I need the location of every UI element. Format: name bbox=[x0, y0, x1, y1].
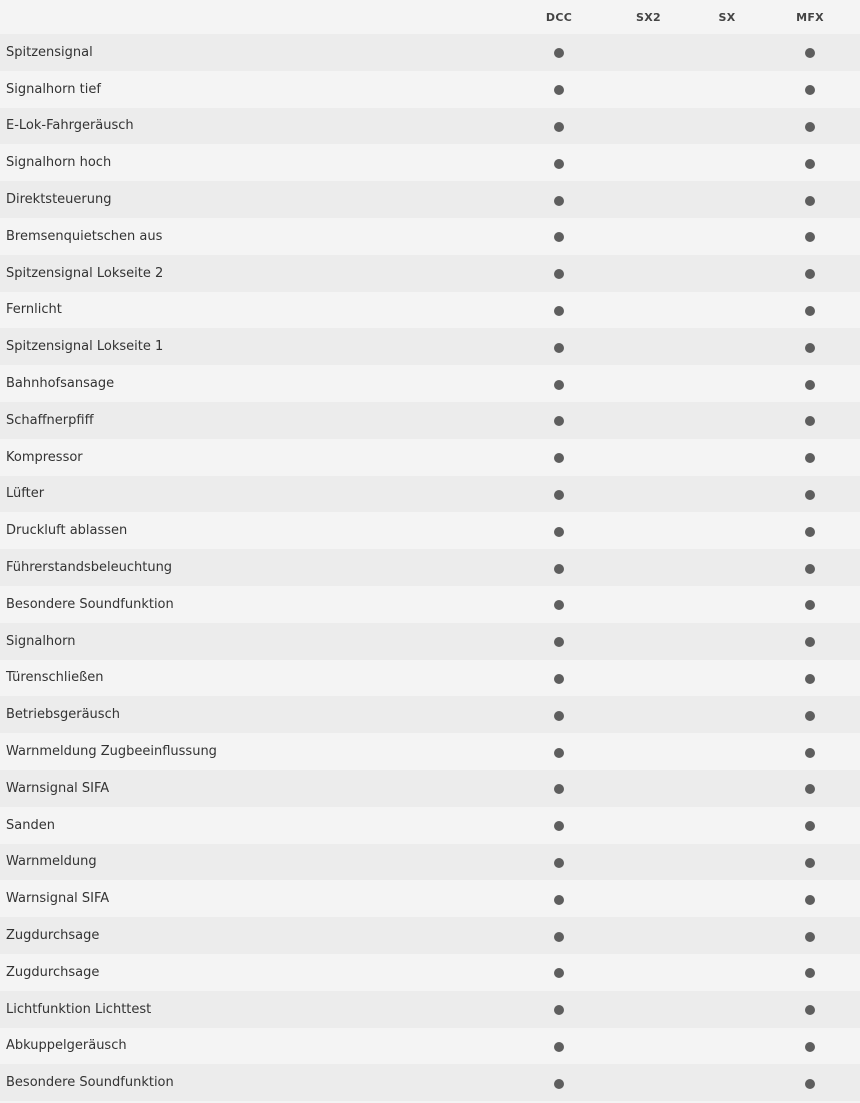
function-label: Abkuppelgeräusch bbox=[0, 1028, 515, 1065]
table-row bbox=[0, 733, 860, 770]
support-cell-mfx bbox=[760, 108, 860, 145]
support-dot-icon bbox=[554, 674, 564, 684]
support-dot-icon bbox=[554, 968, 564, 978]
support-dot-icon bbox=[554, 637, 564, 647]
support-dot-icon bbox=[554, 748, 564, 758]
support-cell-dcc bbox=[515, 844, 603, 881]
support-cell-mfx bbox=[760, 954, 860, 991]
support-cell-sx bbox=[694, 328, 760, 365]
support-cell-sx bbox=[694, 696, 760, 733]
support-cell-sx2 bbox=[603, 255, 694, 292]
support-cell-sx bbox=[694, 770, 760, 807]
support-cell-sx2 bbox=[603, 696, 694, 733]
support-cell-mfx bbox=[760, 844, 860, 881]
support-dot-icon bbox=[805, 159, 815, 169]
table-row bbox=[0, 844, 860, 881]
support-cell-sx2 bbox=[603, 218, 694, 255]
support-cell-sx bbox=[694, 108, 760, 145]
support-cell-sx bbox=[694, 586, 760, 623]
support-cell-sx2 bbox=[603, 917, 694, 954]
support-cell-mfx bbox=[760, 218, 860, 255]
function-label: Kompressor bbox=[0, 439, 515, 476]
support-dot-icon bbox=[554, 48, 564, 58]
support-dot-icon bbox=[805, 600, 815, 610]
support-cell-mfx bbox=[760, 402, 860, 439]
support-dot-icon bbox=[554, 232, 564, 242]
support-dot-icon bbox=[805, 380, 815, 390]
support-dot-icon bbox=[805, 306, 815, 316]
function-label: Spitzensignal Lokseite 1 bbox=[0, 328, 515, 365]
function-label: Warnmeldung bbox=[0, 844, 515, 881]
support-cell-dcc bbox=[515, 1064, 603, 1101]
table-row bbox=[0, 218, 860, 255]
support-dot-icon bbox=[554, 159, 564, 169]
support-dot-icon bbox=[805, 637, 815, 647]
table-row bbox=[0, 181, 860, 218]
support-cell-dcc bbox=[515, 623, 603, 660]
support-cell-mfx bbox=[760, 1064, 860, 1101]
support-cell-mfx bbox=[760, 770, 860, 807]
support-cell-sx bbox=[694, 365, 760, 402]
function-label: Führerstandsbeleuchtung bbox=[0, 549, 515, 586]
support-dot-icon bbox=[805, 821, 815, 831]
support-dot-icon bbox=[805, 527, 815, 537]
support-cell-sx2 bbox=[603, 954, 694, 991]
support-cell-sx2 bbox=[603, 402, 694, 439]
support-cell-dcc bbox=[515, 402, 603, 439]
support-cell-sx2 bbox=[603, 770, 694, 807]
support-dot-icon bbox=[805, 932, 815, 942]
support-dot-icon bbox=[554, 85, 564, 95]
support-dot-icon bbox=[554, 380, 564, 390]
support-cell-dcc bbox=[515, 71, 603, 108]
support-cell-sx bbox=[694, 439, 760, 476]
support-dot-icon bbox=[805, 564, 815, 574]
support-cell-sx2 bbox=[603, 108, 694, 145]
header-sx2: SX2 bbox=[636, 10, 661, 24]
support-cell-mfx bbox=[760, 181, 860, 218]
support-dot-icon bbox=[554, 784, 564, 794]
support-cell-sx bbox=[694, 623, 760, 660]
support-cell-sx2 bbox=[603, 71, 694, 108]
support-cell-dcc bbox=[515, 255, 603, 292]
table-row bbox=[0, 512, 860, 549]
table-row bbox=[0, 402, 860, 439]
support-cell-dcc bbox=[515, 807, 603, 844]
support-cell-mfx bbox=[760, 439, 860, 476]
support-cell-sx bbox=[694, 71, 760, 108]
function-label: Schaffnerpfiff bbox=[0, 402, 515, 439]
support-cell-sx bbox=[694, 660, 760, 697]
support-cell-sx bbox=[694, 733, 760, 770]
function-label: Lüfter bbox=[0, 476, 515, 513]
table-row bbox=[0, 255, 860, 292]
support-cell-sx2 bbox=[603, 991, 694, 1028]
support-cell-mfx bbox=[760, 476, 860, 513]
support-dot-icon bbox=[554, 932, 564, 942]
support-cell-sx2 bbox=[603, 181, 694, 218]
support-cell-sx bbox=[694, 512, 760, 549]
support-cell-dcc bbox=[515, 917, 603, 954]
support-dot-icon bbox=[554, 1042, 564, 1052]
support-dot-icon bbox=[805, 343, 815, 353]
support-dot-icon bbox=[554, 343, 564, 353]
support-cell-dcc bbox=[515, 476, 603, 513]
support-cell-sx bbox=[694, 1064, 760, 1101]
support-dot-icon bbox=[805, 269, 815, 279]
support-cell-sx2 bbox=[603, 292, 694, 329]
support-cell-sx bbox=[694, 807, 760, 844]
support-dot-icon bbox=[805, 122, 815, 132]
support-cell-dcc bbox=[515, 660, 603, 697]
support-cell-dcc bbox=[515, 365, 603, 402]
support-dot-icon bbox=[805, 1079, 815, 1089]
support-cell-mfx bbox=[760, 880, 860, 917]
support-cell-mfx bbox=[760, 512, 860, 549]
support-dot-icon bbox=[805, 196, 815, 206]
support-cell-sx2 bbox=[603, 34, 694, 71]
support-dot-icon bbox=[554, 527, 564, 537]
function-label: Zugdurchsage bbox=[0, 917, 515, 954]
support-cell-mfx bbox=[760, 1028, 860, 1065]
table-row bbox=[0, 807, 860, 844]
support-cell-sx2 bbox=[603, 844, 694, 881]
support-dot-icon bbox=[554, 600, 564, 610]
support-dot-icon bbox=[805, 711, 815, 721]
support-cell-sx2 bbox=[603, 328, 694, 365]
support-cell-sx2 bbox=[603, 660, 694, 697]
support-cell-sx bbox=[694, 255, 760, 292]
support-cell-dcc bbox=[515, 512, 603, 549]
table-row bbox=[0, 660, 860, 697]
table-row bbox=[0, 365, 860, 402]
support-cell-mfx bbox=[760, 586, 860, 623]
table-row bbox=[0, 696, 860, 733]
support-cell-sx bbox=[694, 549, 760, 586]
support-cell-dcc bbox=[515, 696, 603, 733]
function-label: Spitzensignal Lokseite 2 bbox=[0, 255, 515, 292]
support-cell-sx2 bbox=[603, 476, 694, 513]
support-dot-icon bbox=[805, 968, 815, 978]
support-cell-dcc bbox=[515, 144, 603, 181]
support-dot-icon bbox=[554, 895, 564, 905]
support-cell-sx2 bbox=[603, 733, 694, 770]
support-cell-mfx bbox=[760, 991, 860, 1028]
support-dot-icon bbox=[805, 453, 815, 463]
support-cell-dcc bbox=[515, 586, 603, 623]
support-cell-mfx bbox=[760, 292, 860, 329]
support-cell-dcc bbox=[515, 1028, 603, 1065]
table-header bbox=[0, 0, 860, 34]
support-cell-mfx bbox=[760, 34, 860, 71]
support-dot-icon bbox=[554, 490, 564, 500]
support-cell-dcc bbox=[515, 954, 603, 991]
support-dot-icon bbox=[554, 564, 564, 574]
support-dot-icon bbox=[554, 1005, 564, 1015]
support-dot-icon bbox=[805, 416, 815, 426]
support-cell-sx2 bbox=[603, 549, 694, 586]
support-cell-sx bbox=[694, 880, 760, 917]
support-dot-icon bbox=[554, 196, 564, 206]
support-cell-sx bbox=[694, 218, 760, 255]
support-dot-icon bbox=[805, 748, 815, 758]
support-cell-mfx bbox=[760, 549, 860, 586]
support-cell-sx bbox=[694, 991, 760, 1028]
table-row bbox=[0, 586, 860, 623]
function-label: Warnsignal SIFA bbox=[0, 770, 515, 807]
table-row bbox=[0, 623, 860, 660]
function-label: Türenschließen bbox=[0, 660, 515, 697]
function-label: Betriebsgeräusch bbox=[0, 696, 515, 733]
function-label: Fernlicht bbox=[0, 292, 515, 329]
function-label: Zugdurchsage bbox=[0, 954, 515, 991]
table-row bbox=[0, 549, 860, 586]
support-dot-icon bbox=[554, 306, 564, 316]
support-cell-sx bbox=[694, 1028, 760, 1065]
support-dot-icon bbox=[554, 1079, 564, 1089]
function-label: Druckluft ablassen bbox=[0, 512, 515, 549]
support-dot-icon bbox=[554, 453, 564, 463]
support-cell-sx2 bbox=[603, 144, 694, 181]
support-cell-mfx bbox=[760, 917, 860, 954]
function-label: Lichtfunktion Lichttest bbox=[0, 991, 515, 1028]
table-body bbox=[0, 34, 860, 1101]
support-cell-sx bbox=[694, 292, 760, 329]
table-row bbox=[0, 1028, 860, 1065]
support-cell-sx2 bbox=[603, 512, 694, 549]
function-label: Bremsenquietschen aus bbox=[0, 218, 515, 255]
support-cell-dcc bbox=[515, 733, 603, 770]
support-dot-icon bbox=[805, 784, 815, 794]
support-dot-icon bbox=[805, 674, 815, 684]
function-label: Sanden bbox=[0, 807, 515, 844]
support-cell-mfx bbox=[760, 660, 860, 697]
support-cell-dcc bbox=[515, 770, 603, 807]
support-cell-mfx bbox=[760, 328, 860, 365]
support-cell-sx bbox=[694, 917, 760, 954]
support-cell-dcc bbox=[515, 439, 603, 476]
support-dot-icon bbox=[554, 122, 564, 132]
table-row bbox=[0, 34, 860, 71]
support-dot-icon bbox=[805, 858, 815, 868]
table-row bbox=[0, 991, 860, 1028]
table-row bbox=[0, 476, 860, 513]
support-dot-icon bbox=[805, 1005, 815, 1015]
support-cell-mfx bbox=[760, 144, 860, 181]
support-dot-icon bbox=[554, 858, 564, 868]
function-label: Besondere Soundfunktion bbox=[0, 586, 515, 623]
function-label: Signalhorn hoch bbox=[0, 144, 515, 181]
support-dot-icon bbox=[554, 821, 564, 831]
support-cell-dcc bbox=[515, 880, 603, 917]
table-row bbox=[0, 439, 860, 476]
support-cell-sx2 bbox=[603, 365, 694, 402]
table-row bbox=[0, 917, 860, 954]
support-cell-dcc bbox=[515, 34, 603, 71]
table-row bbox=[0, 328, 860, 365]
support-dot-icon bbox=[554, 711, 564, 721]
support-cell-sx2 bbox=[603, 1064, 694, 1101]
support-dot-icon bbox=[805, 48, 815, 58]
header-row bbox=[0, 0, 860, 34]
support-cell-sx bbox=[694, 476, 760, 513]
function-label: E-Lok-Fahrgeräusch bbox=[0, 108, 515, 145]
support-dot-icon bbox=[554, 269, 564, 279]
support-cell-sx bbox=[694, 844, 760, 881]
table-row bbox=[0, 954, 860, 991]
support-cell-mfx bbox=[760, 71, 860, 108]
table-row bbox=[0, 1064, 860, 1101]
support-cell-sx2 bbox=[603, 439, 694, 476]
header-mfx: MFX bbox=[796, 10, 824, 24]
support-cell-sx bbox=[694, 402, 760, 439]
support-cell-sx2 bbox=[603, 623, 694, 660]
support-cell-dcc bbox=[515, 218, 603, 255]
support-cell-mfx bbox=[760, 696, 860, 733]
function-label: Direktsteuerung bbox=[0, 181, 515, 218]
support-cell-mfx bbox=[760, 255, 860, 292]
table-row bbox=[0, 144, 860, 181]
support-cell-dcc bbox=[515, 991, 603, 1028]
support-cell-sx bbox=[694, 954, 760, 991]
support-dot-icon bbox=[805, 1042, 815, 1052]
support-cell-mfx bbox=[760, 807, 860, 844]
support-cell-sx bbox=[694, 181, 760, 218]
support-cell-sx2 bbox=[603, 586, 694, 623]
support-cell-sx bbox=[694, 34, 760, 71]
header-sx: SX bbox=[718, 10, 736, 24]
support-cell-sx2 bbox=[603, 1028, 694, 1065]
support-dot-icon bbox=[805, 85, 815, 95]
support-dot-icon bbox=[805, 490, 815, 500]
table-row bbox=[0, 71, 860, 108]
support-cell-dcc bbox=[515, 108, 603, 145]
table-row bbox=[0, 770, 860, 807]
function-label: Bahnhofsansage bbox=[0, 365, 515, 402]
function-label: Warnsignal SIFA bbox=[0, 880, 515, 917]
support-dot-icon bbox=[805, 895, 815, 905]
support-cell-dcc bbox=[515, 328, 603, 365]
function-label: Signalhorn bbox=[0, 623, 515, 660]
support-cell-dcc bbox=[515, 181, 603, 218]
support-cell-sx2 bbox=[603, 880, 694, 917]
header-dcc: DCC bbox=[545, 10, 573, 24]
support-dot-icon bbox=[554, 416, 564, 426]
function-label: Spitzensignal bbox=[0, 34, 515, 71]
support-cell-mfx bbox=[760, 365, 860, 402]
support-dot-icon bbox=[805, 232, 815, 242]
header-function bbox=[0, 0, 515, 34]
function-label: Besondere Soundfunktion bbox=[0, 1064, 515, 1101]
function-label: Signalhorn tief bbox=[0, 71, 515, 108]
support-cell-mfx bbox=[760, 623, 860, 660]
table-row bbox=[0, 880, 860, 917]
support-cell-sx2 bbox=[603, 807, 694, 844]
support-cell-sx bbox=[694, 144, 760, 181]
support-cell-dcc bbox=[515, 549, 603, 586]
support-cell-mfx bbox=[760, 733, 860, 770]
support-cell-dcc bbox=[515, 292, 603, 329]
table-row bbox=[0, 108, 860, 145]
table-row bbox=[0, 292, 860, 329]
function-label: Warnmeldung Zugbeeinflussung bbox=[0, 733, 515, 770]
